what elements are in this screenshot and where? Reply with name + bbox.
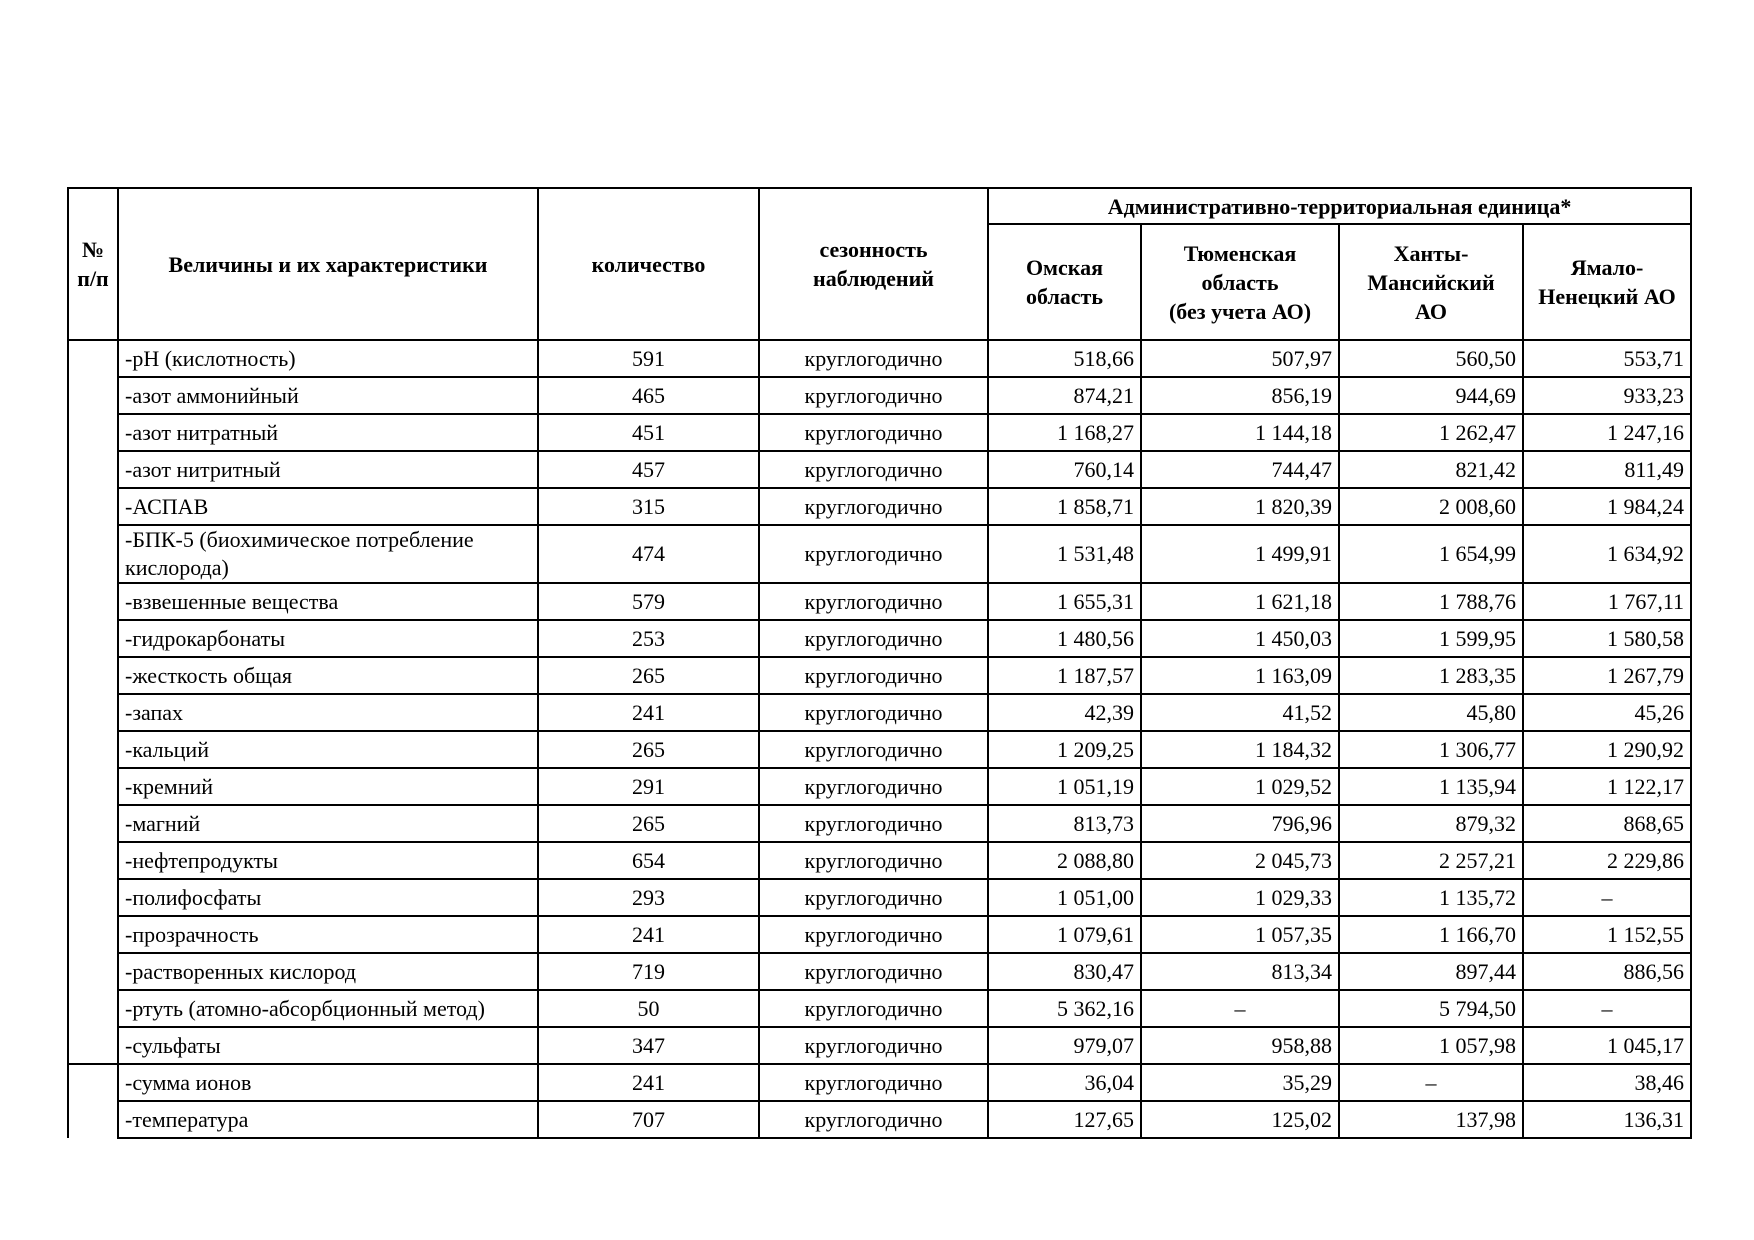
- value-yamalo-nenets: 933,23: [1523, 377, 1691, 414]
- value-yamalo-nenets: 2 229,86: [1523, 842, 1691, 879]
- row-seasonality: круглогодично: [759, 414, 988, 451]
- row-seasonality: круглогодично: [759, 657, 988, 694]
- table-row: [68, 620, 1691, 657]
- row-characteristic: -БПК-5 (биохимическое потребление кислорода): [118, 525, 538, 583]
- row-number-cell: [68, 953, 118, 990]
- value-tyumen: 1 184,32: [1141, 731, 1339, 768]
- header-seasonality: сезонность наблюдений: [759, 188, 988, 340]
- row-seasonality: круглогодично: [759, 842, 988, 879]
- table-row: [68, 694, 1691, 731]
- header-count: количество: [538, 188, 759, 340]
- row-number-cell: [68, 451, 118, 488]
- value-omsk: 1 051,00: [988, 879, 1141, 916]
- row-count: 265: [538, 731, 759, 768]
- table-row: [68, 805, 1691, 842]
- value-yamalo-nenets: 1 122,17: [1523, 768, 1691, 805]
- value-khanty-mansi: 897,44: [1339, 953, 1523, 990]
- value-yamalo-nenets: 45,26: [1523, 694, 1691, 731]
- value-omsk: 1 168,27: [988, 414, 1141, 451]
- row-count: 50: [538, 990, 759, 1027]
- row-characteristic: -взвешенные вещества: [118, 583, 538, 620]
- row-count: 719: [538, 953, 759, 990]
- value-khanty-mansi: 137,98: [1339, 1101, 1523, 1138]
- row-seasonality: круглогодично: [759, 916, 988, 953]
- row-number-cell: [68, 657, 118, 694]
- value-omsk: 5 362,16: [988, 990, 1141, 1027]
- row-number-cell: [68, 916, 118, 953]
- row-characteristic: -полифосфаты: [118, 879, 538, 916]
- value-tyumen: 507,97: [1141, 340, 1339, 377]
- table-row: [68, 842, 1691, 879]
- value-yamalo-nenets: 811,49: [1523, 451, 1691, 488]
- row-characteristic: -АСПАВ: [118, 488, 538, 525]
- table-row: [68, 377, 1691, 414]
- header-admin-unit: Административно-территориальная единица*: [988, 188, 1691, 224]
- value-khanty-mansi: 1 306,77: [1339, 731, 1523, 768]
- row-characteristic: -азот аммонийный: [118, 377, 538, 414]
- value-khanty-mansi: 560,50: [1339, 340, 1523, 377]
- row-number-cell: [68, 583, 118, 620]
- value-yamalo-nenets: 1 247,16: [1523, 414, 1691, 451]
- value-tyumen: –: [1141, 990, 1339, 1027]
- table-row: [68, 340, 1691, 377]
- row-seasonality: круглогодично: [759, 451, 988, 488]
- value-tyumen: 1 499,91: [1141, 525, 1339, 583]
- value-khanty-mansi: 1 166,70: [1339, 916, 1523, 953]
- row-seasonality: круглогодично: [759, 1064, 988, 1101]
- value-omsk: 1 209,25: [988, 731, 1141, 768]
- row-number-cell: [68, 488, 118, 525]
- value-omsk: 1 655,31: [988, 583, 1141, 620]
- value-yamalo-nenets: 1 152,55: [1523, 916, 1691, 953]
- row-count: 241: [538, 694, 759, 731]
- value-yamalo-nenets: 1 045,17: [1523, 1027, 1691, 1064]
- value-khanty-mansi: 821,42: [1339, 451, 1523, 488]
- row-count: 591: [538, 340, 759, 377]
- row-seasonality: круглогодично: [759, 1027, 988, 1064]
- row-seasonality: круглогодично: [759, 805, 988, 842]
- row-number-cell: [68, 340, 118, 377]
- row-seasonality: круглогодично: [759, 340, 988, 377]
- row-count: 241: [538, 916, 759, 953]
- value-yamalo-nenets: 1 634,92: [1523, 525, 1691, 583]
- value-omsk: 1 858,71: [988, 488, 1141, 525]
- row-seasonality: круглогодично: [759, 731, 988, 768]
- value-omsk: 42,39: [988, 694, 1141, 731]
- value-tyumen: 1 029,52: [1141, 768, 1339, 805]
- header-characteristics: Величины и их характеристики: [118, 188, 538, 340]
- header-region-tyumen: Тюменская область (без учета АО): [1141, 224, 1339, 340]
- value-tyumen: 1 057,35: [1141, 916, 1339, 953]
- value-khanty-mansi: 1 135,72: [1339, 879, 1523, 916]
- row-characteristic: -нефтепродукты: [118, 842, 538, 879]
- row-count: 265: [538, 657, 759, 694]
- row-seasonality: круглогодично: [759, 620, 988, 657]
- row-characteristic: -азот нитратный: [118, 414, 538, 451]
- row-seasonality: круглогодично: [759, 377, 988, 414]
- row-characteristic: -температура: [118, 1101, 538, 1138]
- row-seasonality: круглогодично: [759, 583, 988, 620]
- value-khanty-mansi: 1 057,98: [1339, 1027, 1523, 1064]
- value-tyumen: 41,52: [1141, 694, 1339, 731]
- value-khanty-mansi: 944,69: [1339, 377, 1523, 414]
- table-row: [68, 879, 1691, 916]
- value-omsk: 760,14: [988, 451, 1141, 488]
- row-count: 253: [538, 620, 759, 657]
- value-tyumen: 958,88: [1141, 1027, 1339, 1064]
- row-characteristic: -жесткость общая: [118, 657, 538, 694]
- value-tyumen: 1 144,18: [1141, 414, 1339, 451]
- row-seasonality: круглогодично: [759, 953, 988, 990]
- row-count: 654: [538, 842, 759, 879]
- value-omsk: 813,73: [988, 805, 1141, 842]
- row-number-cell: [68, 1027, 118, 1064]
- row-characteristic: -ртуть (атомно-абсорбционный метод): [118, 990, 538, 1027]
- row-number-cell: [68, 377, 118, 414]
- row-seasonality: круглогодично: [759, 488, 988, 525]
- row-characteristic: -кремний: [118, 768, 538, 805]
- header-region-yamalo-nenets: Ямало- Ненецкий АО: [1523, 224, 1691, 340]
- header-number: № п/п: [68, 188, 118, 340]
- value-tyumen: 125,02: [1141, 1101, 1339, 1138]
- row-characteristic: -азот нитритный: [118, 451, 538, 488]
- row-count: 347: [538, 1027, 759, 1064]
- row-count: 465: [538, 377, 759, 414]
- value-yamalo-nenets: 136,31: [1523, 1101, 1691, 1138]
- row-characteristic: -рН (кислотность): [118, 340, 538, 377]
- value-tyumen: 1 621,18: [1141, 583, 1339, 620]
- row-seasonality: круглогодично: [759, 694, 988, 731]
- value-yamalo-nenets: 1 267,79: [1523, 657, 1691, 694]
- table-row: [68, 657, 1691, 694]
- value-omsk: 127,65: [988, 1101, 1141, 1138]
- value-omsk: 518,66: [988, 340, 1141, 377]
- table-row: [68, 414, 1691, 451]
- value-tyumen: 35,29: [1141, 1064, 1339, 1101]
- row-number-cell: [68, 414, 118, 451]
- value-tyumen: 813,34: [1141, 953, 1339, 990]
- value-omsk: 874,21: [988, 377, 1141, 414]
- value-khanty-mansi: 879,32: [1339, 805, 1523, 842]
- row-number-cell: [68, 1101, 118, 1138]
- table-row: [68, 1027, 1691, 1064]
- row-number-cell: [68, 879, 118, 916]
- value-khanty-mansi: 1 654,99: [1339, 525, 1523, 583]
- value-tyumen: 1 163,09: [1141, 657, 1339, 694]
- value-yamalo-nenets: –: [1523, 990, 1691, 1027]
- table-row: [68, 488, 1691, 525]
- value-khanty-mansi: 1 283,35: [1339, 657, 1523, 694]
- value-tyumen: 856,19: [1141, 377, 1339, 414]
- value-khanty-mansi: 1 788,76: [1339, 583, 1523, 620]
- value-khanty-mansi: 2 257,21: [1339, 842, 1523, 879]
- row-count: 291: [538, 768, 759, 805]
- value-omsk: 1 187,57: [988, 657, 1141, 694]
- value-khanty-mansi: –: [1339, 1064, 1523, 1101]
- value-omsk: 830,47: [988, 953, 1141, 990]
- value-khanty-mansi: 45,80: [1339, 694, 1523, 731]
- row-number-cell: [68, 768, 118, 805]
- value-tyumen: 1 029,33: [1141, 879, 1339, 916]
- value-khanty-mansi: 1 599,95: [1339, 620, 1523, 657]
- observations-table: [67, 187, 1692, 1139]
- table-row: [68, 731, 1691, 768]
- value-omsk: 1 480,56: [988, 620, 1141, 657]
- row-seasonality: круглогодично: [759, 525, 988, 583]
- row-number-cell: [68, 731, 118, 768]
- row-count: 265: [538, 805, 759, 842]
- row-count: 293: [538, 879, 759, 916]
- row-number-cell: [68, 805, 118, 842]
- row-seasonality: круглогодично: [759, 768, 988, 805]
- row-characteristic: -запах: [118, 694, 538, 731]
- row-characteristic: -гидрокарбонаты: [118, 620, 538, 657]
- row-characteristic: -сульфаты: [118, 1027, 538, 1064]
- value-omsk: 979,07: [988, 1027, 1141, 1064]
- value-khanty-mansi: 2 008,60: [1339, 488, 1523, 525]
- value-yamalo-nenets: 1 767,11: [1523, 583, 1691, 620]
- value-yamalo-nenets: –: [1523, 879, 1691, 916]
- row-count: 707: [538, 1101, 759, 1138]
- table-header: [68, 188, 1691, 340]
- table-body: [68, 340, 1691, 1138]
- row-characteristic: -сумма ионов: [118, 1064, 538, 1101]
- header-region-khanty-mansi: Ханты- Мансийский АО: [1339, 224, 1523, 340]
- value-omsk: 1 079,61: [988, 916, 1141, 953]
- row-characteristic: -растворенных кислород: [118, 953, 538, 990]
- table-row: [68, 525, 1691, 583]
- table-row: [68, 768, 1691, 805]
- row-count: 241: [538, 1064, 759, 1101]
- value-yamalo-nenets: 1 290,92: [1523, 731, 1691, 768]
- value-tyumen: 744,47: [1141, 451, 1339, 488]
- row-number-cell: [68, 694, 118, 731]
- header-region-omsk: Омская область: [988, 224, 1141, 340]
- value-khanty-mansi: 5 794,50: [1339, 990, 1523, 1027]
- value-omsk: 36,04: [988, 1064, 1141, 1101]
- value-yamalo-nenets: 1 984,24: [1523, 488, 1691, 525]
- value-omsk: 2 088,80: [988, 842, 1141, 879]
- row-characteristic: -прозрачность: [118, 916, 538, 953]
- value-yamalo-nenets: 38,46: [1523, 1064, 1691, 1101]
- row-seasonality: круглогодично: [759, 990, 988, 1027]
- value-tyumen: 1 820,39: [1141, 488, 1339, 525]
- value-khanty-mansi: 1 135,94: [1339, 768, 1523, 805]
- row-count: 457: [538, 451, 759, 488]
- row-number-cell: [68, 842, 118, 879]
- value-khanty-mansi: 1 262,47: [1339, 414, 1523, 451]
- value-omsk: 1 051,19: [988, 768, 1141, 805]
- row-number-cell: [68, 1064, 118, 1101]
- value-yamalo-nenets: 868,65: [1523, 805, 1691, 842]
- row-count: 474: [538, 525, 759, 583]
- row-seasonality: круглогодично: [759, 879, 988, 916]
- table-row: [68, 583, 1691, 620]
- row-seasonality: круглогодично: [759, 1101, 988, 1138]
- table-row: [68, 1064, 1691, 1101]
- value-yamalo-nenets: 1 580,58: [1523, 620, 1691, 657]
- value-yamalo-nenets: 553,71: [1523, 340, 1691, 377]
- value-yamalo-nenets: 886,56: [1523, 953, 1691, 990]
- table-row: [68, 451, 1691, 488]
- table-row: [68, 990, 1691, 1027]
- table-row: [68, 953, 1691, 990]
- value-omsk: 1 531,48: [988, 525, 1141, 583]
- row-count: 579: [538, 583, 759, 620]
- row-count: 315: [538, 488, 759, 525]
- value-tyumen: 1 450,03: [1141, 620, 1339, 657]
- row-characteristic: -магний: [118, 805, 538, 842]
- row-number-cell: [68, 525, 118, 583]
- row-number-cell: [68, 620, 118, 657]
- value-tyumen: 2 045,73: [1141, 842, 1339, 879]
- table-row: [68, 1101, 1691, 1138]
- row-characteristic: -кальций: [118, 731, 538, 768]
- value-tyumen: 796,96: [1141, 805, 1339, 842]
- table-row: [68, 916, 1691, 953]
- row-count: 451: [538, 414, 759, 451]
- row-number-cell: [68, 990, 118, 1027]
